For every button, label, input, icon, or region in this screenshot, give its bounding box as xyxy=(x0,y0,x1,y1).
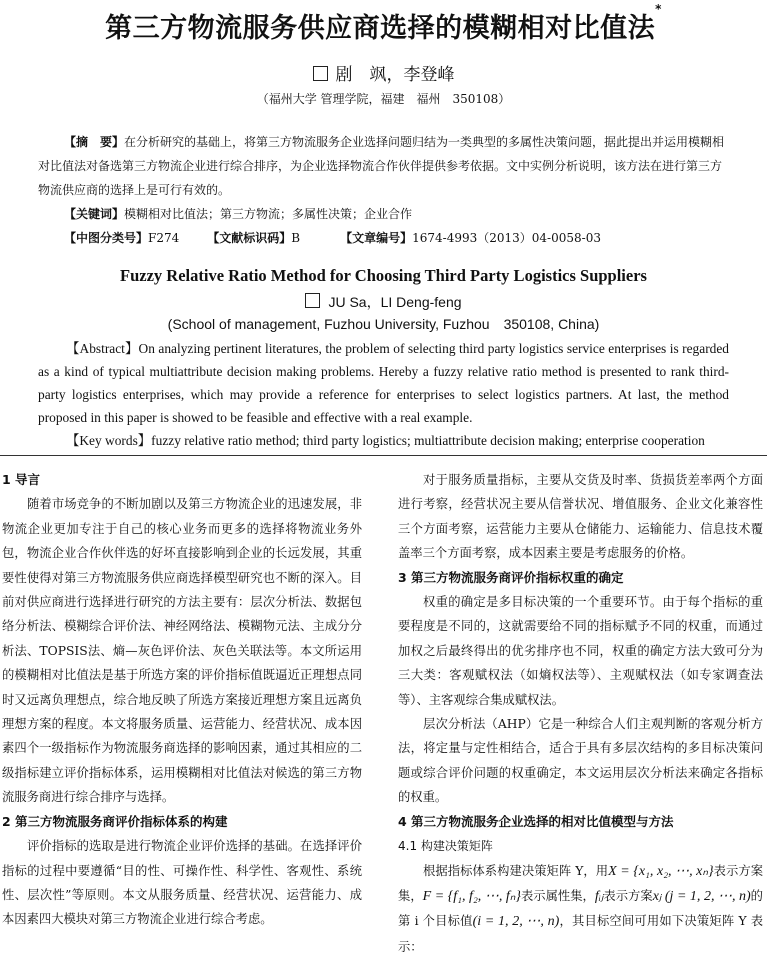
body-paragraph: 对于服务质量指标，主要从交货及时率、货损货差率两个方面进行考察，经营状况主要从信誉状况、增值服务、企业文化兼容性三个方面考察，运营能力主要从仓储能力、运输能力、信息技术覆盖率三个方面考察，成本因素主要是考虑服务的价格。 xyxy=(398,468,763,566)
article-number-value: 1674-4993（2013）04-0058-03 xyxy=(412,231,601,245)
body-paragraph: 评价指标的选取是进行物流企业评价选择的基础。在选择评价指标的过程中要遵循“目的性、可操作性、科学性、客观性、系统性、层次性”等原则。本文从服务质量、经营状况、运营能力、成本因素四大模块对第三方物流企业进行综合考虑。 xyxy=(2,834,362,932)
english-abstract xyxy=(38,337,729,452)
title-footnote-mark: * xyxy=(655,2,662,16)
english-authors: JU Sa，LI Deng-feng xyxy=(0,292,767,312)
english-abstract-text: On analyzing pertinent literatures, the problem of selecting third party logistics service enterprises is regarded as a kind of typical multiattribute decision making problems. Hereby a fuzzy relative ratio method is presented to rank third-party logistics enterprises, which may provide a reference for enterprises to select logistics partners. At last, the method proposed in this paper is showed to be feasible and effective with a real example. xyxy=(38,341,729,425)
section-heading: 2 第三方物流服务商评价指标体系的构建 xyxy=(2,810,362,834)
section-heading: 1 导言 xyxy=(2,468,362,492)
classification-line xyxy=(38,226,729,250)
body-paragraph-with-math: 根据指标体系构建决策矩阵 Y，用X = {x₁, x₂, ⋯, xₙ}表示方案集，F = {f₁, f₂, ⋯, fₙ}表示属性集，fᵢⱼ表示方案xⱼ (j = 1, 2, ⋯, n)的第 i 个目标值(i = 1, 2, ⋯, n)，其目标空间可用如下决策矩阵 Y 表示： xyxy=(398,859,763,959)
math-set-f: F = {f₁, f₂, ⋯, fₙ} xyxy=(423,889,521,904)
abstract-label: 【摘 要】 xyxy=(64,135,124,149)
section-heading: 3 第三方物流服务商评价指标权重的确定 xyxy=(398,566,763,590)
paper-title: 第三方物流服务供应商选择的模糊相对比值法* xyxy=(0,6,767,45)
english-keywords-text: fuzzy relative ratio method; third party logistics; multiattribute decision making; enterprise cooperation xyxy=(151,433,705,448)
clc-label: 【中图分类号】 xyxy=(64,231,148,245)
english-keywords-label: 【Key words】 xyxy=(66,433,151,448)
right-column xyxy=(398,468,763,959)
english-keywords-line xyxy=(38,429,729,452)
article-number-label: 【文章编号】 xyxy=(340,231,412,245)
abstract-paragraph xyxy=(38,130,729,202)
english-abstract-label: 【Abstract】 xyxy=(66,341,139,356)
subsection-heading: 4.1 构建决策矩阵 xyxy=(398,834,763,858)
body-paragraph: 随着市场竞争的不断加剧以及第三方物流企业的迅速发展，非物流企业更加专注于自己的核心业务而更多的选择将物流业务外包，物流企业合作伙伴选的好坏直接影响到企业的长远发展，其重要性使得对第三方物流服务供应商选择模型研究也不断的深入。目前对供应商进行选择进行研究的方法主要有：层次分析法、数据包络分析法、模糊综合评价法、神经网络法、模糊物元法、主成分分析法、TOPSIS法、熵—灰色评价法、灰色关联法等。本文所运用的模糊相对比值法是基于所选方案的评价指标值既逼近正理想点同时又远离负理想点，综合地反映了所选方案接近理想方案且远离负理想方案的程度。本文将服务质量、运营能力、经营状况、成本因素四个一级指标作为物流服务商选择的影响因素，通过其相应的二级指标建立评价指标体系，运用模糊相对比值法对候选的第三方物流服务商进行综合排序与选择。 xyxy=(2,492,362,809)
english-affiliation: (School of management, Fuzhou University, Fuzhou 350108, China) xyxy=(0,314,767,334)
body-paragraph: 层次分析法（AHP）它是一种综合人们主观判断的客观分析方法，将定量与定性相结合，适合于具有多层次结构的多目标决策问题或综合评价问题的权重确定，本文运用层次分析法来确定各指标的权重。 xyxy=(398,712,763,810)
left-column xyxy=(2,468,362,932)
math-i-range: (i = 1, 2, ⋯, n) xyxy=(473,914,560,929)
authors: 剧 飒，李登峰 xyxy=(0,60,767,85)
keywords-label: 【关键词】 xyxy=(64,207,124,221)
body-paragraph: 权重的确定是多目标决策的一个重要环节。由于每个指标的重要程度是不同的，这就需要给不同的指标赋予不同的权重，而通过加权之后最终得出的优劣排序也不同，权重的确定方法大致可分为三大类：客观赋权法（如熵权法等）、主观赋权法（如专家调查法等）、主客观综合集成赋权法。 xyxy=(398,590,763,712)
english-abstract-paragraph xyxy=(38,337,729,429)
math-fij: fᵢⱼ xyxy=(595,889,604,904)
affiliation: （福州大学 管理学院，福建 福州 350108） xyxy=(0,90,767,107)
keywords-line xyxy=(38,202,729,226)
math-set-x: X = {x₁, x₂, ⋯, xₙ} xyxy=(608,864,713,879)
checkbox-square-icon xyxy=(313,66,328,81)
clc-value: F274 xyxy=(148,231,179,245)
math-xj: xⱼ (j = 1, 2, ⋯, n) xyxy=(653,889,751,904)
chinese-abstract xyxy=(38,130,729,250)
checkbox-square-icon xyxy=(305,293,320,308)
doc-code-label: 【文献标识码】 xyxy=(207,231,291,245)
doc-code-value: B xyxy=(291,231,300,245)
section-divider xyxy=(0,455,767,456)
english-title: Fuzzy Relative Ratio Method for Choosing Third Party Logistics Suppliers xyxy=(0,266,767,286)
abstract-text: 在分析研究的基础上，将第三方物流服务企业选择问题归结为一类典型的多属性决策问题，据此提出并运用模糊相对比值法对备选第三方物流企业进行综合排序，为企业选择物流合作伙伴提供参考依据。文中实例分析说明，该方法在进行第三方物流供应商的选择上是可行有效的。 xyxy=(38,135,724,197)
keywords-text: 模糊相对比值法；第三方物流；多属性决策；企业合作 xyxy=(124,207,412,221)
section-heading: 4 第三方物流服务企业选择的相对比值模型与方法 xyxy=(398,810,763,834)
